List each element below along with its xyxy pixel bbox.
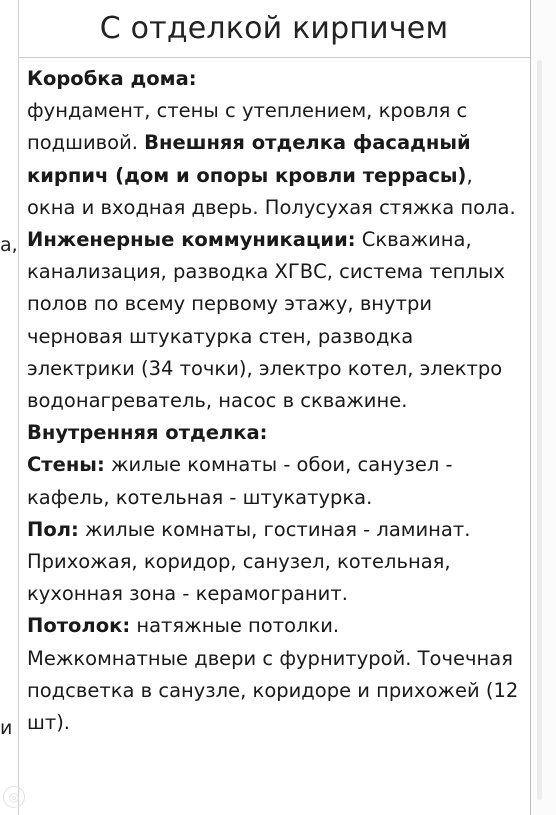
label-floor: Пол: — [27, 517, 79, 541]
paragraph-ceiling — [27, 610, 522, 642]
paragraph-engineering — [27, 224, 522, 417]
column-title: С отделкой кирпичем — [99, 11, 449, 46]
watermark-logo-icon: ◎ — [3, 786, 25, 808]
label-walls: Стены: — [27, 453, 105, 477]
house-box-text: фундамент, стены с утеплением, кровля с подшивой. — [27, 99, 468, 155]
label-ceiling: Потолок: — [27, 614, 131, 638]
scroll-gutter — [531, 0, 556, 815]
scrollbar[interactable] — [537, 60, 542, 800]
engineering-text: Скважина, канализация, разводка ХГВС, система теплых полов по всему первому этажу, внутри черновая штукатурка стен, разводка электрики (34 точки), электро котел, электро водонагреватель, насос в скважине. — [27, 228, 505, 413]
paragraph-house-box — [27, 63, 522, 224]
table-header-cell — [18, 0, 531, 58]
paragraph-doors-lighting — [27, 643, 522, 740]
paragraph-floor — [27, 514, 522, 611]
description-text — [18, 57, 530, 739]
ceiling-text: натяжные потолки. — [130, 614, 340, 638]
left-column-fragment: а, — [0, 234, 18, 256]
paragraph-interior — [27, 417, 522, 449]
floor-text: жилые комнаты, гостиная - ламинат. Прихожая, коридор, санузел, котельная, кухонная зона - керамогранит. — [27, 517, 471, 606]
label-house-box: Коробка дома: — [27, 67, 197, 90]
facade-finish-bold: Внешняя отделка фасадный кирпич (дом и опоры кровли террасы) — [27, 131, 471, 187]
left-column-edge — [0, 0, 19, 815]
paragraph-walls — [27, 449, 522, 513]
house-box-text-cont: , окна и входная дверь. Полусухая стяжка пола. — [27, 163, 516, 219]
label-engineering: Инженерные коммуникации: — [27, 228, 356, 252]
label-interior: Внутренняя отделка: — [27, 421, 268, 445]
left-column-fragment: и — [0, 717, 13, 739]
doors-lighting-text: Межкомнатные двери с фурнитурой. Точечная подсветка в санузле, коридоре и прихожей (12 шт). — [27, 646, 519, 735]
table-content-cell — [18, 57, 531, 815]
walls-text: жилые комнаты - обои, санузел - кафель, котельная - штукатурка. — [27, 453, 453, 509]
